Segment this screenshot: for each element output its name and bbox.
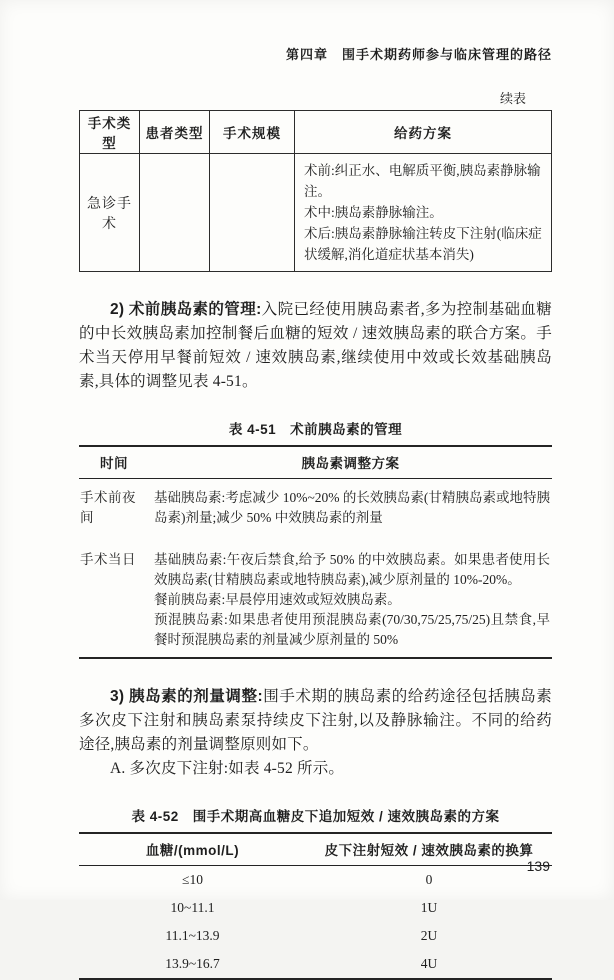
cell-time: 手术前夜间 [80,490,136,525]
cell-insulin-dose: 1U [420,900,438,915]
page-number: 139 [526,858,550,874]
cell-adjustment-plan [149,541,552,658]
col-header-surgery-type: 手术类型 [80,111,140,154]
cell-plan [295,154,552,272]
medication-plan-table [79,110,552,272]
table-row [79,950,552,979]
col-header-plan: 给药方案 [295,111,552,154]
plan-line-premixed: 预混胰岛素:如果患者使用预混胰岛素(70/30,75/25,75/25)且禁食,早餐时预混胰岛素的剂量减少原剂量的 50% [154,612,550,647]
plan-line-postop: 术后:胰岛素静脉输注转皮下注射(临床症状缓解,消化道症状基本消失) [304,226,542,262]
plan-line-basal: 基础胰岛素:午夜后禁食,给予 50% 的中效胰岛素。如果患者使用长效胰岛素(甘精胰岛素或地特胰岛素),减少原剂量的 10%-20%。 [154,552,550,587]
medication-plan-table-header [80,111,552,154]
table-row [79,922,552,950]
col-header-insulin-conversion: 皮下注射短效 / 速效胰岛素的换算 [306,833,552,866]
table-row [79,894,552,922]
paragraph-body: 围手术期的胰岛素的给药途径包括胰岛素多次皮下注射和胰岛素泵持续皮下注射,以及静脉输注。不同的给药途径,胰岛素的剂量调整原则如下。 [79,688,552,753]
paragraph-lead: 2) 术前胰岛素的管理: [110,301,262,318]
cell-glucose-range: 11.1~13.9 [165,928,220,943]
cell-glucose-range: ≤10 [182,872,203,887]
plan-line-premeal: 餐前胰岛素:早晨停用速效或短效胰岛素。 [154,592,401,607]
paragraph-body: 入院已经使用胰岛素者,多为控制基础血糖的中长效胰岛素加控制餐后血糖的短效 / 速效胰岛素的联合方案。手术当天停用早餐前短效 / 速效胰岛素,继续使用中效或长效基础胰岛素,具体的调整见表 4-51。 [79,301,552,390]
cell-adjustment-plan [149,479,552,542]
col-header-surgery-scale: 手术规模 [210,111,295,154]
cell-glucose-range: 10~11.1 [170,900,215,915]
table-4-52-header [79,833,552,866]
plan-line: 基础胰岛素:考虑减少 10%~20% 的长效胰岛素(甘精胰岛素或地特胰岛素)剂量;减少 50% 中效胰岛素的剂量 [154,490,550,525]
col-header-blood-glucose: 血糖/(mmol/L) [79,833,306,866]
col-header-adjustment-plan: 胰岛素调整方案 [149,446,552,479]
table-4-51 [79,445,552,659]
cell-insulin-dose: 4U [420,956,438,971]
cell-time: 手术当日 [80,552,136,567]
continued-table-label: 续表 [499,91,526,106]
col-header-time: 时间 [79,446,149,479]
plan-line-intraop: 术中:胰岛素静脉输注。 [304,205,443,220]
plan-line-preop: 术前:纠正水、电解质平衡,胰岛素静脉输注。 [304,163,541,199]
table-row-emergency-surgery [80,154,552,272]
cell-glucose-range: 13.9~16.7 [165,956,220,971]
cell-insulin-dose: 2U [420,928,438,943]
paragraph-dose-adjustment [79,685,552,757]
table-4-52-title: 表 4-52 围手术期高血糖皮下追加短效 / 速效胰岛素的方案 [131,809,500,824]
paragraph-preop-insulin [79,298,552,394]
paragraph-lead: 3) 胰岛素的剂量调整: [110,688,263,705]
cell-insulin-dose: 0 [425,872,433,887]
table-row-day-of-surgery [79,541,552,658]
paragraph-subcutaneous-injection: A. 多次皮下注射:如表 4-52 所示。 [110,760,345,777]
cell-patient-type [140,154,210,272]
table-row-night-before [79,479,552,542]
cell-surgery-type: 急诊手术 [80,154,140,272]
cell-surgery-scale [210,154,295,272]
col-header-patient-type: 患者类型 [140,111,210,154]
table-4-52 [79,832,552,980]
table-4-51-header [79,446,552,479]
table-4-51-title: 表 4-51 术前胰岛素的管理 [228,422,403,437]
table-row [79,866,552,895]
chapter-header: 第四章 围手术期药师参与临床管理的路径 [285,47,552,62]
